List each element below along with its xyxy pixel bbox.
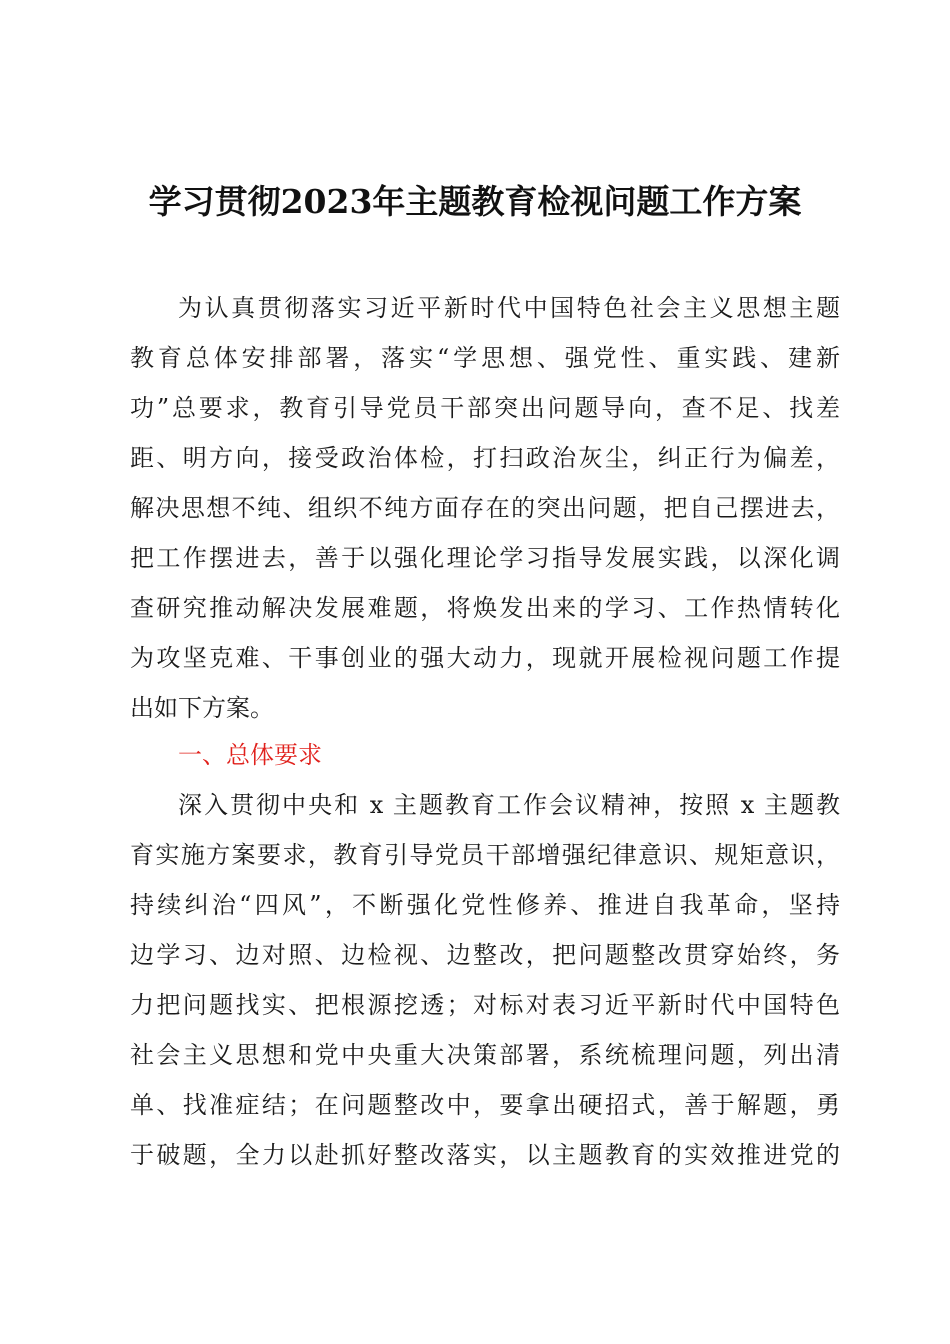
section-line: 于破题，全力以赴抓好整改落实，以主题教育的实效推进党的 — [130, 1141, 840, 1169]
intro-line: 教育总体安排部署，落实“学思想、强党性、重实践、建新 — [130, 344, 840, 372]
intro-line: 解决思想不纯、组织不纯方面存在的突出问题，把自己摆进去， — [130, 494, 840, 522]
intro-line: 距、明方向，接受政治体检，打扫政治灰尘，纠正行为偏差， — [130, 444, 840, 472]
intro-line: 为认真贯彻落实习近平新时代中国特色社会主义思想主题 — [178, 294, 840, 322]
document-title: 学习贯彻2023年主题教育检视问题工作方案 — [148, 182, 802, 221]
section-heading: 一、总体要求 — [178, 741, 322, 769]
intro-line: 把工作摆进去，善于以强化理论学习指导发展实践，以深化调 — [130, 544, 840, 572]
intro-line: 功”总要求，教育引导党员干部突出问题导向，查不足、找差 — [130, 394, 840, 422]
intro-line: 为攻坚克难、干事创业的强大动力，现就开展检视问题工作提 — [130, 644, 840, 672]
section-line: 边学习、边对照、边检视、边整改，把问题整改贯穿始终，务 — [130, 941, 840, 969]
section-line: 深入贯彻中央和 x 主题教育工作会议精神，按照 x 主题教 — [178, 791, 840, 819]
intro-line: 出如下方案。 — [130, 694, 274, 722]
section-line: 育实施方案要求，教育引导党员干部增强纪律意识、规矩意识， — [130, 841, 840, 869]
section-line: 力把问题找实、把根源挖透；对标对表习近平新时代中国特色 — [130, 991, 840, 1019]
section-1-paragraph — [130, 780, 840, 1180]
section-line: 单、找准症结；在问题整改中，要拿出硬招式，善于解题，勇 — [130, 1091, 840, 1119]
section-line: 持续纠治“四风”，不断强化党性修养、推进自我革命，坚持 — [130, 891, 840, 919]
section-line: 社会主义思想和党中央重大决策部署，系统梳理问题，列出清 — [130, 1041, 840, 1069]
intro-paragraph — [130, 283, 840, 733]
intro-line: 查研究推动解决发展难题，将焕发出来的学习、工作热情转化 — [130, 594, 840, 622]
